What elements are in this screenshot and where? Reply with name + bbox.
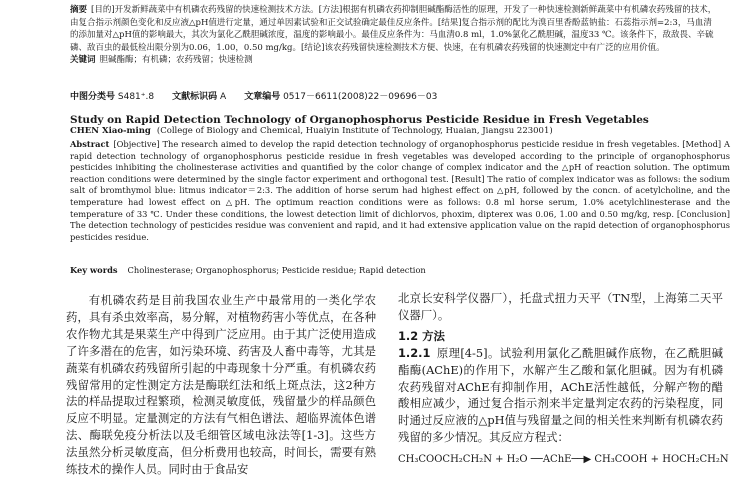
doc-value: A	[220, 92, 227, 102]
english-abstract-text: [Objective] The research aimed to develop the rapid detection technology of organophosphorus pesticide residue in fresh vegetables. [Method] A rapid detection technology of organophosphorus pesticide residue in fresh vegetables was developed according to the principle of organophosphorus pesticides inhibiting the cholinesterase activities and quantified by the color change of complex indicator and the △pH of reaction solution. The optimum reaction conditions were determined by the single factor experiment and orthogonal test. [Result] The ratio of complex indicator was as follows: the sodium salt of bromthymol blue: litmus indicator＝2:3. The addition of horse serum had highest effect on △pH, followed by the concn. of acetylcholine, and the temperature had lowest effect on △pH. The optimum reaction conditions were as follows: 0.8 ml horse serum, 1.0% acetylchlinesterase and the temperature of 33 ℃. Under these conditions, the lowest detection limit of dichlorvos, phoxim, dipterex was 0.06, 1.00 and 0.50 mg/kg, resp. [Conclusion] The detection technology of pesticides residue was convenient and rapid, and it had extensive application value on the rapid detection of organophosphorus pesticides residue.	[70, 139, 730, 242]
body-right-column	[398, 290, 729, 469]
english-keywords-text: Cholinesterase; Organophosphorus; Pesticide residue; Rapid detection	[127, 265, 426, 275]
english-author-line	[70, 126, 730, 136]
english-keywords	[70, 265, 730, 275]
section-number: 1.2	[398, 328, 419, 343]
chinese-abstract-text: [目的]开发新鲜蔬菜中有机磷农药残留的快速检测技术方法。[方法]根据有机磷农药抑制胆碱酯酶活性的原理，开发了一种快速检测新鲜蔬菜中有机磷农药残留的技术，由复合指示剂颜色变化和反应液△pH值进行定量，通过单因素试验和正交试验确定最佳反应条件。[结果]复合指示剂的配比为溴百里香酚蓝钠盐：石蕊指示剂=2:3，马血清的添加量对△pH值的影响最大，其次为氯化乙酰胆碱浓度，温度的影响最小。最佳反应条件为：马血清0.8 ml，1.0%氯化乙酰胆碱，温度33 ℃。该条件下，敌敌畏、辛硫磷、敌百虫的最低检出限分别为0.06，1.00，0.50 mg/kg。[结论]该农药残留快速检测技术方便、快速，在有机磷农药残留的快速测定中有广泛的应用价值。	[70, 5, 717, 53]
instruments-text: 北京长安科学仪器厂），托盘式扭力天平（TN型，上海第二天平仪器厂）。	[398, 291, 723, 322]
subsection-number: 1.2.1	[398, 345, 431, 360]
chinese-abstract	[70, 4, 720, 67]
section-heading	[398, 328, 723, 345]
english-keywords-label: Key words	[70, 265, 118, 275]
section-title: 方法	[422, 328, 445, 343]
english-abstract-label: Abstract	[70, 139, 110, 149]
chinese-keywords-label: 关键词	[70, 55, 96, 65]
clc-label: 中图分类号	[70, 92, 116, 102]
article-label: 文章编号	[244, 92, 281, 102]
body-left-column	[66, 292, 376, 478]
reaction-equation: CH₃COOCH₂CH₂N + H₂O ──AChE──▶ CH₃COOH + HOCH₂CH₂N	[398, 454, 729, 466]
principle-text: 原理[4-5]。试验利用氯化乙酰胆碱作底物，在乙酰胆碱酯酶(AChE)的作用下，水解产生乙酸和氯化胆碱。因为有机磷农药残留对AChE有抑制作用，AChE活性越低，分解产物的醋酸相应减少，通过复合指示剂来半定量判定农药的污染程度，同时通过反应液的△pH值与残留量之间的相关性来判断有机磷农药残留的多少情况。其反应方程式：	[398, 345, 723, 445]
principle-paragraph	[398, 345, 723, 446]
author-affiliation: (College of Biology and Chemical, Huaiyin Institute of Technology, Huaian, Jiangsu 223001)	[156, 126, 553, 136]
author-name: CHEN Xiao-ming	[70, 126, 151, 136]
english-abstract	[70, 139, 730, 243]
clc-value: S481⁺.8	[117, 92, 155, 102]
english-title: Study on Rapid Detection Technology of Organophosphorus Pesticide Residue in Fresh Vegetables	[70, 114, 649, 126]
intro-paragraph: 有机磷农药是目前我国农业生产中最常用的一类化学农药，具有杀虫效率高，易分解，对植物药害小等优点，在各种农作物尤其是果菜生产中得到广泛应用。由于其广泛使用造成了许多潜在的危害，如污染环境、药害及人畜中毒等，尤其是蔬菜有机磷农药残留所引起的中毒现象十分严重。有机磷农药残留常用的定性测定方法是酶联红法和纸上斑点法，这2种方法的样品提取过程繁琐，检测灵敏度低，残留量少的样品颜色反应不明显。定量测定的方法有气相色谱法、超临界流体色谱法、酶联免疫分析法以及毛细管区域电泳法等[1-3]。这些方法虽然分析灵敏度高，但分析费用也较高，时间长，需要有熟练技术的操作人员。同时由于食品安	[66, 293, 376, 477]
chinese-abstract-label: 摘要	[70, 5, 88, 15]
chinese-keywords: 胆碱酯酶；有机磷；农药残留；快速检测	[99, 55, 253, 65]
doc-label: 文献标识码	[172, 92, 218, 102]
article-value: 0517－6611(2008)22－09696－03	[283, 92, 438, 102]
classification-row	[70, 89, 720, 102]
